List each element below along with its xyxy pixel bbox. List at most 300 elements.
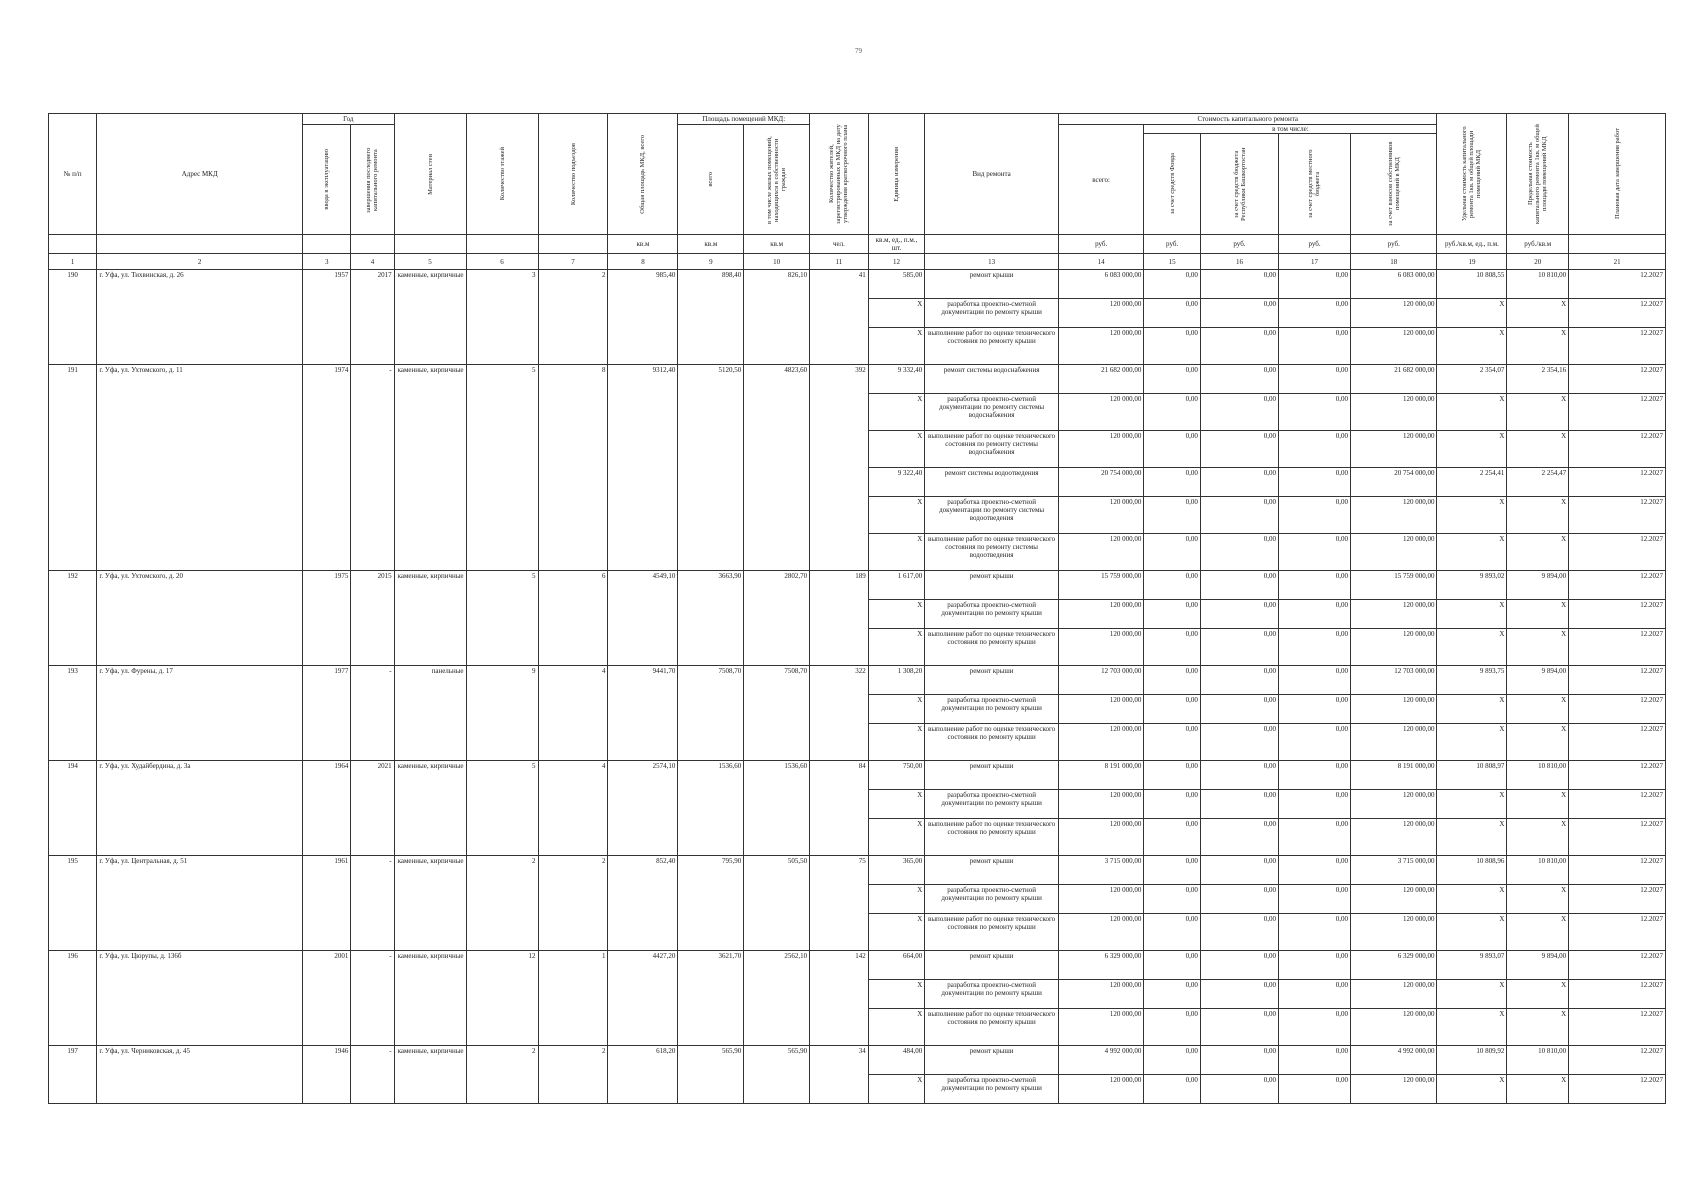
planned-date-cell: 12.2027 [1569, 790, 1666, 819]
year-commission-cell: 1961 [303, 856, 351, 885]
cost-owners-cell: 120 000,00 [1351, 980, 1437, 1009]
limit-cost-cell: X [1507, 980, 1569, 1009]
limit-cost-cell: X [1507, 1009, 1569, 1046]
planned-date-cell: 12.2027 [1569, 666, 1666, 695]
address-cell [97, 431, 303, 468]
cost-republic-cell: 0,00 [1200, 819, 1278, 856]
header-specific-cost-text: Удельная стоимость капитального ремонта 1кв. м общей площади помещений МКД [1461, 126, 1483, 222]
header-cost-local [1279, 134, 1351, 235]
floors-cell: 2 [466, 856, 538, 885]
column-number: 9 [678, 254, 744, 270]
quantity-cell: X [868, 497, 925, 534]
header-year-last-repair-text: завершения последнего капитального ремонта [365, 146, 380, 213]
cost-local-cell: 0,00 [1279, 497, 1351, 534]
row-number [49, 328, 97, 365]
unit-18: руб. [1351, 235, 1437, 254]
cost-owners-cell: 15 759 000,00 [1351, 571, 1437, 600]
unit-2 [97, 235, 303, 254]
area-all-cell: 795,90 [678, 856, 744, 885]
column-number: 7 [538, 254, 608, 270]
row-number [49, 724, 97, 761]
cost-republic-cell: 0,00 [1200, 980, 1278, 1009]
floors-cell [466, 629, 538, 666]
specific-cost-cell: X [1437, 328, 1507, 365]
area-all-cell: 3621,70 [678, 951, 744, 980]
year-commission-cell [303, 629, 351, 666]
work-type-cell: разработка проектно-сметной документации по ремонту крыши [925, 885, 1059, 914]
cost-total-cell: 120 000,00 [1058, 394, 1143, 431]
work-type-cell: разработка проектно-сметной документации по ремонту крыши [925, 1075, 1059, 1104]
residents-cell [810, 914, 869, 951]
limit-cost-cell: X [1507, 885, 1569, 914]
year-last-repair-cell [351, 1075, 394, 1104]
quantity-cell: X [868, 299, 925, 328]
wall-material-cell [394, 1009, 466, 1046]
table-row [49, 270, 1666, 299]
cost-total-cell: 4 992 000,00 [1058, 1046, 1143, 1075]
floors-cell [466, 1075, 538, 1104]
specific-cost-cell: 9 893,07 [1437, 951, 1507, 980]
limit-cost-cell: 10 810,00 [1507, 856, 1569, 885]
planned-date-cell: 12.2027 [1569, 724, 1666, 761]
cost-local-cell: 0,00 [1279, 365, 1351, 394]
cost-owners-cell: 120 000,00 [1351, 299, 1437, 328]
header-cost-fund [1144, 134, 1200, 235]
planned-date-cell: 12.2027 [1569, 1009, 1666, 1046]
table-row [49, 819, 1666, 856]
address-cell [97, 885, 303, 914]
floors-cell [466, 885, 538, 914]
column-number: 17 [1279, 254, 1351, 270]
address-cell [97, 819, 303, 856]
residents-cell [810, 468, 869, 497]
unit-17: руб. [1279, 235, 1351, 254]
residents-cell: 392 [810, 365, 869, 394]
wall-material-cell [394, 695, 466, 724]
total-area-cell [608, 431, 678, 468]
wall-material-cell [394, 790, 466, 819]
residents-cell [810, 724, 869, 761]
row-number [49, 534, 97, 571]
wall-material-cell [394, 534, 466, 571]
specific-cost-cell: X [1437, 914, 1507, 951]
limit-cost-cell: 2 254,47 [1507, 468, 1569, 497]
planned-date-cell: 12.2027 [1569, 1046, 1666, 1075]
wall-material-cell [394, 600, 466, 629]
year-last-repair-cell [351, 790, 394, 819]
year-commission-cell [303, 790, 351, 819]
floors-cell [466, 695, 538, 724]
specific-cost-cell: X [1437, 431, 1507, 468]
cost-owners-cell: 6 329 000,00 [1351, 951, 1437, 980]
work-type-cell: разработка проектно-сметной документации по ремонту крыши [925, 695, 1059, 724]
work-type-cell: разработка проектно-сметной документации по ремонту системы водоснабжения [925, 394, 1059, 431]
header-address: Адрес МКД [97, 114, 303, 235]
cost-total-cell: 120 000,00 [1058, 534, 1143, 571]
cost-fund-cell: 0,00 [1144, 724, 1201, 761]
entrances-cell [538, 600, 608, 629]
row-number [49, 431, 97, 468]
cost-owners-cell: 120 000,00 [1351, 819, 1437, 856]
header-work-type: Вид ремонта [925, 114, 1059, 235]
cost-fund-cell: 0,00 [1144, 270, 1201, 299]
entrances-cell [538, 885, 608, 914]
cost-fund-cell: 0,00 [1144, 951, 1201, 980]
limit-cost-cell: X [1507, 394, 1569, 431]
cost-owners-cell: 20 754 000,00 [1351, 468, 1437, 497]
header-floors [466, 114, 538, 235]
address-cell [97, 914, 303, 951]
header-cost-republic [1201, 134, 1279, 235]
wall-material-cell: каменные, кирпичные [394, 365, 466, 394]
column-number: 12 [868, 254, 925, 270]
cost-local-cell: 0,00 [1279, 328, 1351, 365]
work-type-cell: ремонт крыши [925, 1046, 1059, 1075]
year-commission-cell [303, 431, 351, 468]
cost-owners-cell: 120 000,00 [1351, 431, 1437, 468]
table-row [49, 980, 1666, 1009]
entrances-cell [538, 534, 608, 571]
area-owned-cell [744, 790, 810, 819]
header-area-owned-text: в том числе жилых помещений, находящихся в собственности граждан [766, 135, 788, 224]
cost-owners-cell: 3 715 000,00 [1351, 856, 1437, 885]
cost-fund-cell: 0,00 [1144, 761, 1201, 790]
table-header [49, 114, 1666, 270]
header-entrances [538, 114, 608, 235]
area-owned-cell [744, 724, 810, 761]
specific-cost-cell: X [1437, 394, 1507, 431]
area-owned-cell [744, 534, 810, 571]
year-last-repair-cell [351, 431, 394, 468]
row-number [49, 914, 97, 951]
unit-1 [49, 235, 97, 254]
specific-cost-cell: X [1437, 600, 1507, 629]
cost-local-cell: 0,00 [1279, 1009, 1351, 1046]
limit-cost-cell: X [1507, 819, 1569, 856]
specific-cost-cell: X [1437, 724, 1507, 761]
column-number: 21 [1569, 254, 1666, 270]
cost-local-cell: 0,00 [1279, 695, 1351, 724]
area-owned-cell: 1536,60 [744, 761, 810, 790]
total-area-cell: 9441,70 [608, 666, 678, 695]
total-area-cell [608, 328, 678, 365]
year-last-repair-cell [351, 299, 394, 328]
specific-cost-cell: X [1437, 497, 1507, 534]
residents-cell: 322 [810, 666, 869, 695]
row-number: 196 [49, 951, 97, 980]
cost-republic-cell: 0,00 [1200, 394, 1278, 431]
row-number [49, 468, 97, 497]
area-owned-cell [744, 394, 810, 431]
year-last-repair-cell: - [351, 365, 394, 394]
residents-cell [810, 1009, 869, 1046]
quantity-cell: 664,00 [868, 951, 925, 980]
year-last-repair-cell: 2021 [351, 761, 394, 790]
area-all-cell [678, 980, 744, 1009]
cost-owners-cell: 120 000,00 [1351, 695, 1437, 724]
cost-total-cell: 120 000,00 [1058, 328, 1143, 365]
table-row [49, 666, 1666, 695]
header-cost-owners [1350, 134, 1436, 235]
total-area-cell: 2574,10 [608, 761, 678, 790]
column-number: 20 [1507, 254, 1569, 270]
limit-cost-cell: 10 810,00 [1507, 270, 1569, 299]
cost-fund-cell: 0,00 [1144, 468, 1201, 497]
entrances-cell [538, 497, 608, 534]
unit-15: руб. [1144, 235, 1201, 254]
floors-cell: 5 [466, 365, 538, 394]
entrances-cell: 4 [538, 666, 608, 695]
quantity-cell: X [868, 819, 925, 856]
entrances-cell [538, 394, 608, 431]
wall-material-cell [394, 328, 466, 365]
cost-local-cell: 0,00 [1279, 629, 1351, 666]
cost-total-cell: 8 191 000,00 [1058, 761, 1143, 790]
year-commission-cell: 1964 [303, 761, 351, 790]
floors-cell [466, 328, 538, 365]
cost-republic-cell: 0,00 [1200, 695, 1278, 724]
floors-cell [466, 299, 538, 328]
planned-date-cell: 12.2027 [1569, 365, 1666, 394]
area-owned-cell [744, 1075, 810, 1104]
total-area-cell: 618,20 [608, 1046, 678, 1075]
specific-cost-cell: X [1437, 695, 1507, 724]
cost-local-cell: 0,00 [1279, 534, 1351, 571]
area-owned-cell: 505,50 [744, 856, 810, 885]
cost-republic-cell: 0,00 [1200, 365, 1278, 394]
total-area-cell [608, 468, 678, 497]
quantity-cell: X [868, 790, 925, 819]
work-type-cell: ремонт крыши [925, 666, 1059, 695]
column-number: 19 [1437, 254, 1507, 270]
row-number [49, 980, 97, 1009]
address-cell [97, 600, 303, 629]
cost-republic-cell: 0,00 [1200, 724, 1278, 761]
cost-owners-cell: 120 000,00 [1351, 534, 1437, 571]
quantity-cell: 9 322,40 [868, 468, 925, 497]
cost-local-cell: 0,00 [1279, 885, 1351, 914]
wall-material-cell: каменные, кирпичные [394, 761, 466, 790]
cost-total-cell: 6 329 000,00 [1058, 951, 1143, 980]
column-number: 3 [303, 254, 351, 270]
cost-owners-cell: 21 682 000,00 [1351, 365, 1437, 394]
quantity-cell: 484,00 [868, 1046, 925, 1075]
header-cost-fund-text: за счет средств Фонда [1168, 153, 1176, 215]
header-cost-sources [1144, 125, 1437, 235]
table-row [49, 497, 1666, 534]
row-number [49, 394, 97, 431]
wall-material-cell [394, 431, 466, 468]
area-owned-cell [744, 299, 810, 328]
residents-cell [810, 695, 869, 724]
entrances-cell: 2 [538, 270, 608, 299]
header-no: № п/п [49, 114, 97, 235]
residents-cell [810, 497, 869, 534]
cost-fund-cell: 0,00 [1144, 534, 1201, 571]
header-including: в том числе: [1144, 125, 1436, 134]
cost-republic-cell: 0,00 [1200, 1046, 1278, 1075]
header-unit [868, 114, 925, 235]
specific-cost-cell: 9 893,75 [1437, 666, 1507, 695]
column-number: 2 [97, 254, 303, 270]
floors-cell [466, 394, 538, 431]
quantity-cell: 1 617,00 [868, 571, 925, 600]
entrances-cell [538, 914, 608, 951]
planned-date-cell: 12.2027 [1569, 819, 1666, 856]
quantity-cell: X [868, 885, 925, 914]
cost-owners-cell: 120 000,00 [1351, 885, 1437, 914]
limit-cost-cell: X [1507, 914, 1569, 951]
cost-owners-cell: 120 000,00 [1351, 394, 1437, 431]
header-total-area [608, 114, 678, 235]
total-area-cell [608, 980, 678, 1009]
floors-cell: 5 [466, 571, 538, 600]
total-area-cell [608, 819, 678, 856]
entrances-cell [538, 695, 608, 724]
work-type-cell: выполнение работ по оценке технического состояния по ремонту крыши [925, 914, 1059, 951]
cost-total-cell: 120 000,00 [1058, 1009, 1143, 1046]
cost-fund-cell: 0,00 [1144, 497, 1201, 534]
cost-local-cell: 0,00 [1279, 914, 1351, 951]
cost-total-cell: 120 000,00 [1058, 980, 1143, 1009]
cost-republic-cell: 0,00 [1200, 299, 1278, 328]
address-cell [97, 299, 303, 328]
year-last-repair-cell [351, 724, 394, 761]
units-row [49, 235, 1666, 254]
header-cost-republic-text: за счет средств бюджета Республики Башкортостан [1232, 147, 1247, 221]
floors-cell [466, 914, 538, 951]
cost-fund-cell: 0,00 [1144, 1009, 1201, 1046]
work-type-cell: выполнение работ по оценке технического состояния по ремонту системы водоотведения [925, 534, 1059, 571]
floors-cell: 12 [466, 951, 538, 980]
table-row [49, 885, 1666, 914]
residents-cell: 41 [810, 270, 869, 299]
row-number: 195 [49, 856, 97, 885]
area-all-cell [678, 328, 744, 365]
year-last-repair-cell [351, 819, 394, 856]
residents-cell: 34 [810, 1046, 869, 1075]
cost-local-cell: 0,00 [1279, 299, 1351, 328]
specific-cost-cell: X [1437, 1075, 1507, 1104]
cost-local-cell: 0,00 [1279, 1075, 1351, 1104]
cost-total-cell: 120 000,00 [1058, 431, 1143, 468]
area-owned-cell [744, 885, 810, 914]
work-type-cell: ремонт крыши [925, 270, 1059, 299]
area-owned-cell [744, 328, 810, 365]
specific-cost-cell: 2 254,41 [1437, 468, 1507, 497]
cost-fund-cell: 0,00 [1144, 600, 1201, 629]
year-commission-cell [303, 534, 351, 571]
specific-cost-cell: X [1437, 790, 1507, 819]
cost-fund-cell: 0,00 [1144, 790, 1201, 819]
planned-date-cell: 12.2027 [1569, 914, 1666, 951]
column-number: 10 [744, 254, 810, 270]
area-all-cell: 7508,70 [678, 666, 744, 695]
limit-cost-cell: 9 894,00 [1507, 666, 1569, 695]
cost-republic-cell: 0,00 [1200, 790, 1278, 819]
cost-total-cell: 120 000,00 [1058, 497, 1143, 534]
year-last-repair-cell [351, 497, 394, 534]
cost-total-cell: 120 000,00 [1058, 1075, 1143, 1104]
header-limit-cost-text: Предельная стоимость капитального ремонта 1кв. м общей площади помещений МКД [1527, 124, 1549, 224]
planned-date-cell: 12.2027 [1569, 328, 1666, 365]
limit-cost-cell: X [1507, 600, 1569, 629]
specific-cost-cell: X [1437, 819, 1507, 856]
cost-total-cell: 6 083 000,00 [1058, 270, 1143, 299]
header-cost-total [1058, 125, 1143, 235]
quantity-cell: X [868, 534, 925, 571]
header-limit-cost [1507, 114, 1569, 235]
year-last-repair-cell [351, 695, 394, 724]
area-owned-cell [744, 468, 810, 497]
specific-cost-cell: X [1437, 299, 1507, 328]
year-last-repair-cell: - [351, 951, 394, 980]
table-row [49, 695, 1666, 724]
year-commission-cell [303, 394, 351, 431]
page-number: 79 [855, 47, 862, 55]
floors-cell: 9 [466, 666, 538, 695]
year-last-repair-cell: 2017 [351, 270, 394, 299]
cost-total-cell: 120 000,00 [1058, 885, 1143, 914]
cost-total-cell: 120 000,00 [1058, 600, 1143, 629]
total-area-cell [608, 695, 678, 724]
entrances-cell [538, 980, 608, 1009]
area-owned-cell: 7508,70 [744, 666, 810, 695]
residents-cell [810, 328, 869, 365]
planned-date-cell: 12.2027 [1569, 497, 1666, 534]
header-cost-sources-table [1144, 125, 1436, 234]
specific-cost-cell: 10 808,55 [1437, 270, 1507, 299]
unit-6 [466, 235, 538, 254]
cost-republic-cell: 0,00 [1200, 571, 1278, 600]
quantity-cell: 1 308,20 [868, 666, 925, 695]
wall-material-cell: каменные, кирпичные [394, 270, 466, 299]
year-commission-cell [303, 724, 351, 761]
address-cell [97, 790, 303, 819]
quantity-cell: X [868, 695, 925, 724]
row-number: 193 [49, 666, 97, 695]
header-residents [810, 114, 869, 235]
header-cost-local-text: за счет средств местного бюджета [1307, 149, 1322, 219]
work-type-cell: ремонт системы водоотведения [925, 468, 1059, 497]
column-number: 11 [810, 254, 869, 270]
column-number: 15 [1144, 254, 1201, 270]
floors-cell [466, 468, 538, 497]
total-area-cell: 4549,10 [608, 571, 678, 600]
cost-republic-cell: 0,00 [1200, 600, 1278, 629]
entrances-cell: 1 [538, 951, 608, 980]
address-cell [97, 1075, 303, 1104]
header-area-all [678, 125, 744, 235]
address-cell: г. Уфа, ул. Ухтомского, д. 20 [97, 571, 303, 600]
cost-owners-cell: 6 083 000,00 [1351, 270, 1437, 299]
quantity-cell: 585,00 [868, 270, 925, 299]
cost-local-cell: 0,00 [1279, 951, 1351, 980]
planned-date-cell: 12.2027 [1569, 695, 1666, 724]
year-commission-cell: 2001 [303, 951, 351, 980]
cost-total-cell: 120 000,00 [1058, 790, 1143, 819]
cost-fund-cell: 0,00 [1144, 885, 1201, 914]
column-number: 1 [49, 254, 97, 270]
cost-fund-cell: 0,00 [1144, 629, 1201, 666]
wall-material-cell [394, 980, 466, 1009]
header-area-all-text: всего [707, 172, 715, 187]
cost-republic-cell: 0,00 [1200, 885, 1278, 914]
total-area-cell [608, 724, 678, 761]
year-last-repair-cell [351, 980, 394, 1009]
unit-21 [1569, 235, 1666, 254]
planned-date-cell: 12.2027 [1569, 885, 1666, 914]
